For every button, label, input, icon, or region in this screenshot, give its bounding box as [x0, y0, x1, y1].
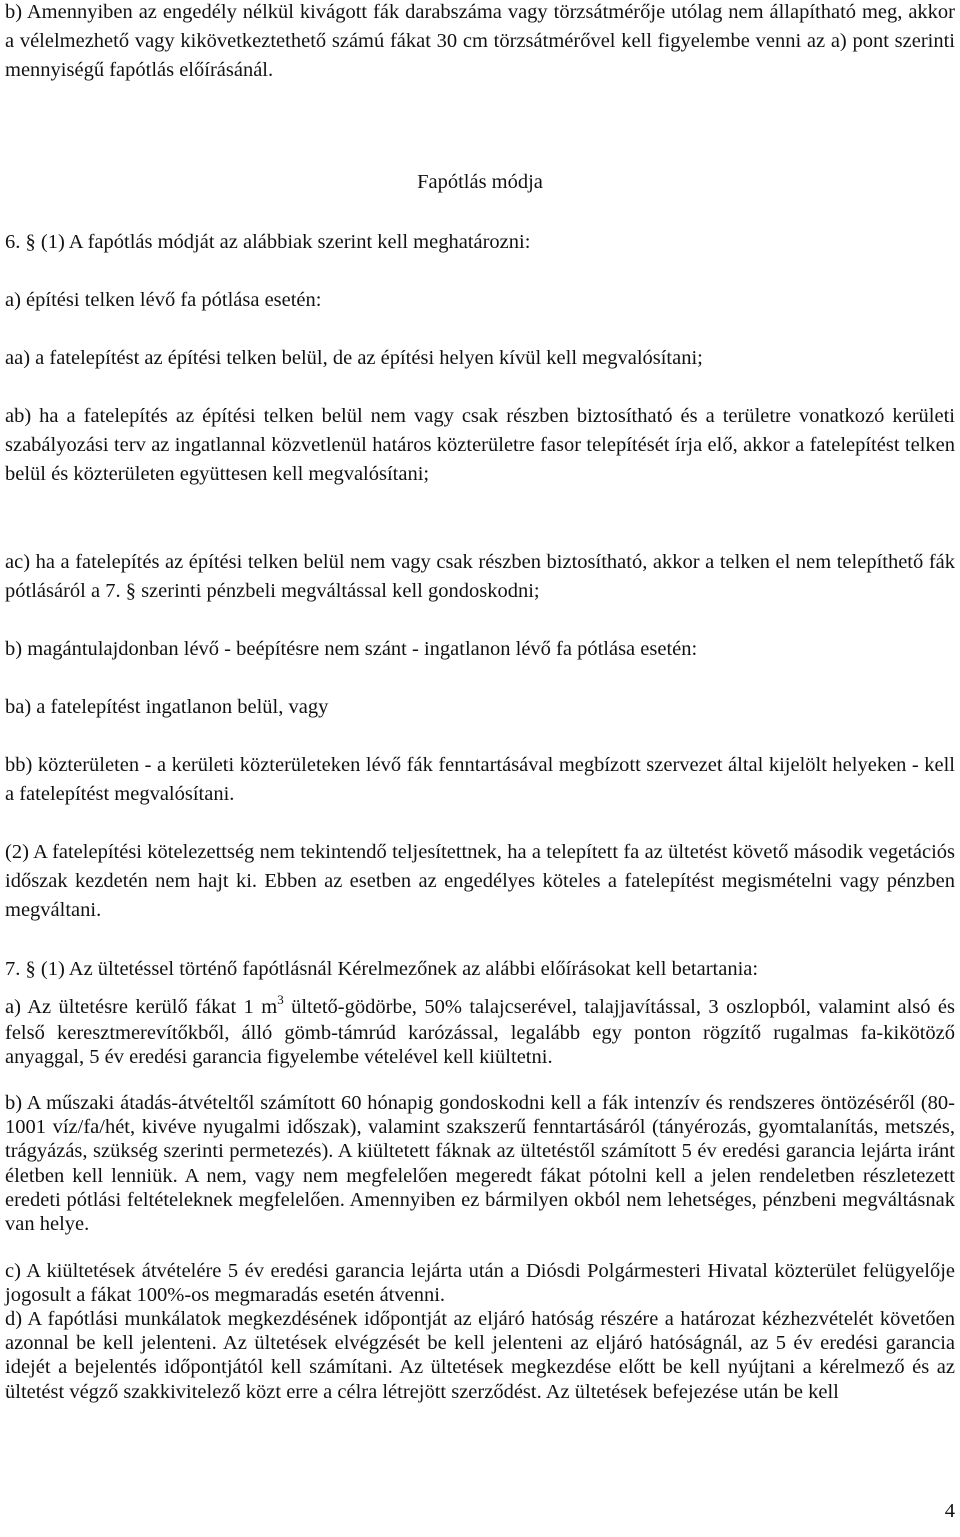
section-heading: Fapótlás módja — [417, 171, 543, 193]
section-6-point-bb: bb) közterületen - a kerületi közterületeken lévő fák fenntartásával megbízott szervezet által kijelölt helyeken - kell a fatelepítést megvalósítani. — [5, 754, 955, 805]
point-a-text-start: a) Az ültetésre kerülő fákat 1 m — [5, 996, 278, 1018]
section-6-paragraph-2: (2) A fatelepítési kötelezettség nem tekintendő teljesítettnek, ha a telepített fa az ültetést követő második vegetációs időszak kezdetén nem hajt ki. Ebben az esetben az engedélyes köteles a fatelepítést megismételni vagy pénzben megváltani. — [5, 841, 955, 921]
section-6-paragraph-1: 6. § (1) A fapótlás módját az alábbiak szerint kell meghatározni: — [5, 231, 531, 253]
section-6-point-ab: ab) ha a fatelepítés az építési telken belül nem vagy csak részben biztosítható és a területre vonatkozó kerületi szabályozási terv az ingatlannal közvetlenül határos közterületre fasor telepítését írja elő, akkor a fatelepítést telken belül és közterületen együttesen kell megvalósítani; — [5, 405, 955, 485]
section-6-point-b: b) magántulajdonban lévő - beépítésre nem szánt - ingatlanon lévő fa pótlása esetén: — [5, 638, 698, 660]
section-6-point-ba: ba) a fatelepítést ingatlanon belül, vagy — [5, 696, 329, 718]
section-7-paragraph-1: 7. § (1) Az ültetéssel történő fapótlásnál Kérelmezőnek az alábbi előírásokat kell betartania: — [5, 958, 759, 980]
point-a-text-end: ültető-gödörbe, 50% talajcserével, talajjavítással, 3 oszlopból, valamint alsó és felső keresztmerevítőkből, álló gömb-támrúd karózással, legalább egy ponton rögzítő rugalmas fa-kikötöző anyaggal, 5 év eredési garancia figyelembe vételével kell kiültetni. — [5, 996, 955, 1069]
section-7-point-b: b) A műszaki átadás-átvételtől számított 60 hónapig gondoskodni kell a fák intenzív és rendszeres öntözéséről (80-1001 víz/fa/hét, kivéve nyugalmi időszak), valamint szakszerű fenntartásáról (tányérozás, gyomtalanítás, metszés, trágyázás, szükség szerinti permetezés). A kiültetett fáknak az ültetéstől számított 5 év eredési garancia lejárta iránt életben kell lenniük. A nem, vagy nem megfelelően megeredt fákat pótolni kell a jelen rendeletben részletezett eredeti pótlási feltételeknek megfelelően. Amennyiben ez bármilyen okból nem lehetséges, pénzbeni megváltásnak van helye. — [5, 1092, 955, 1236]
cubic-superscript: 3 — [277, 992, 284, 1007]
section-7-point-c: c) A kiültetések átvételére 5 év eredési garancia lejárta után a Diósdi Polgármesteri Hivatal közterület felügyelője jogosult a fákat 100%-os megmaradás esetén átvenni. — [5, 1260, 955, 1307]
section-6-point-a: a) építési telken lévő fa pótlása esetén: — [5, 289, 322, 311]
paragraph-intro-b: b) Amennyiben az engedély nélkül kivágott fák darabszáma vagy törzsátmérője utólag nem állapítható meg, akkor a vélelmezhető vagy kikövetkeztethető számú fákat 30 cm törzsátmérővel kell figyelembe venni az a) pont szerinti mennyiségű fapótlás előírásánál. — [5, 1, 955, 81]
section-6-point-aa: aa) a fatelepítést az építési telken belül, de az építési helyen kívül kell megvalósítani; — [5, 347, 703, 369]
page-number: 4 — [944, 1500, 955, 1522]
section-7-point-d: d) A fapótlási munkálatok megkezdésének időpontját az eljáró hatóság részére a határozat kézhezvételét követően azonnal be kell jelenteni. Az ültetések elvégzését be kell jelenteni az eljáró hatóságnál, az 5 év eredési garancia idejét a bejelentés időpontjától kell számítani. Az ültetések megkezdése előtt be kell nyújtani a kérelmező és az ültetést végző szakkivitelező közt erre a célra létrejött szerződést. Az ültetések befejezése után be kell — [5, 1308, 955, 1403]
section-7-point-a — [5, 992, 955, 1070]
section-6-point-ac: ac) ha a fatelepítés az építési telken belül nem vagy csak részben biztosítható, akkor a telken el nem telepíthető fák pótlásáról a 7. § szerinti pénzbeli megváltással kell gondoskodni; — [5, 551, 955, 602]
